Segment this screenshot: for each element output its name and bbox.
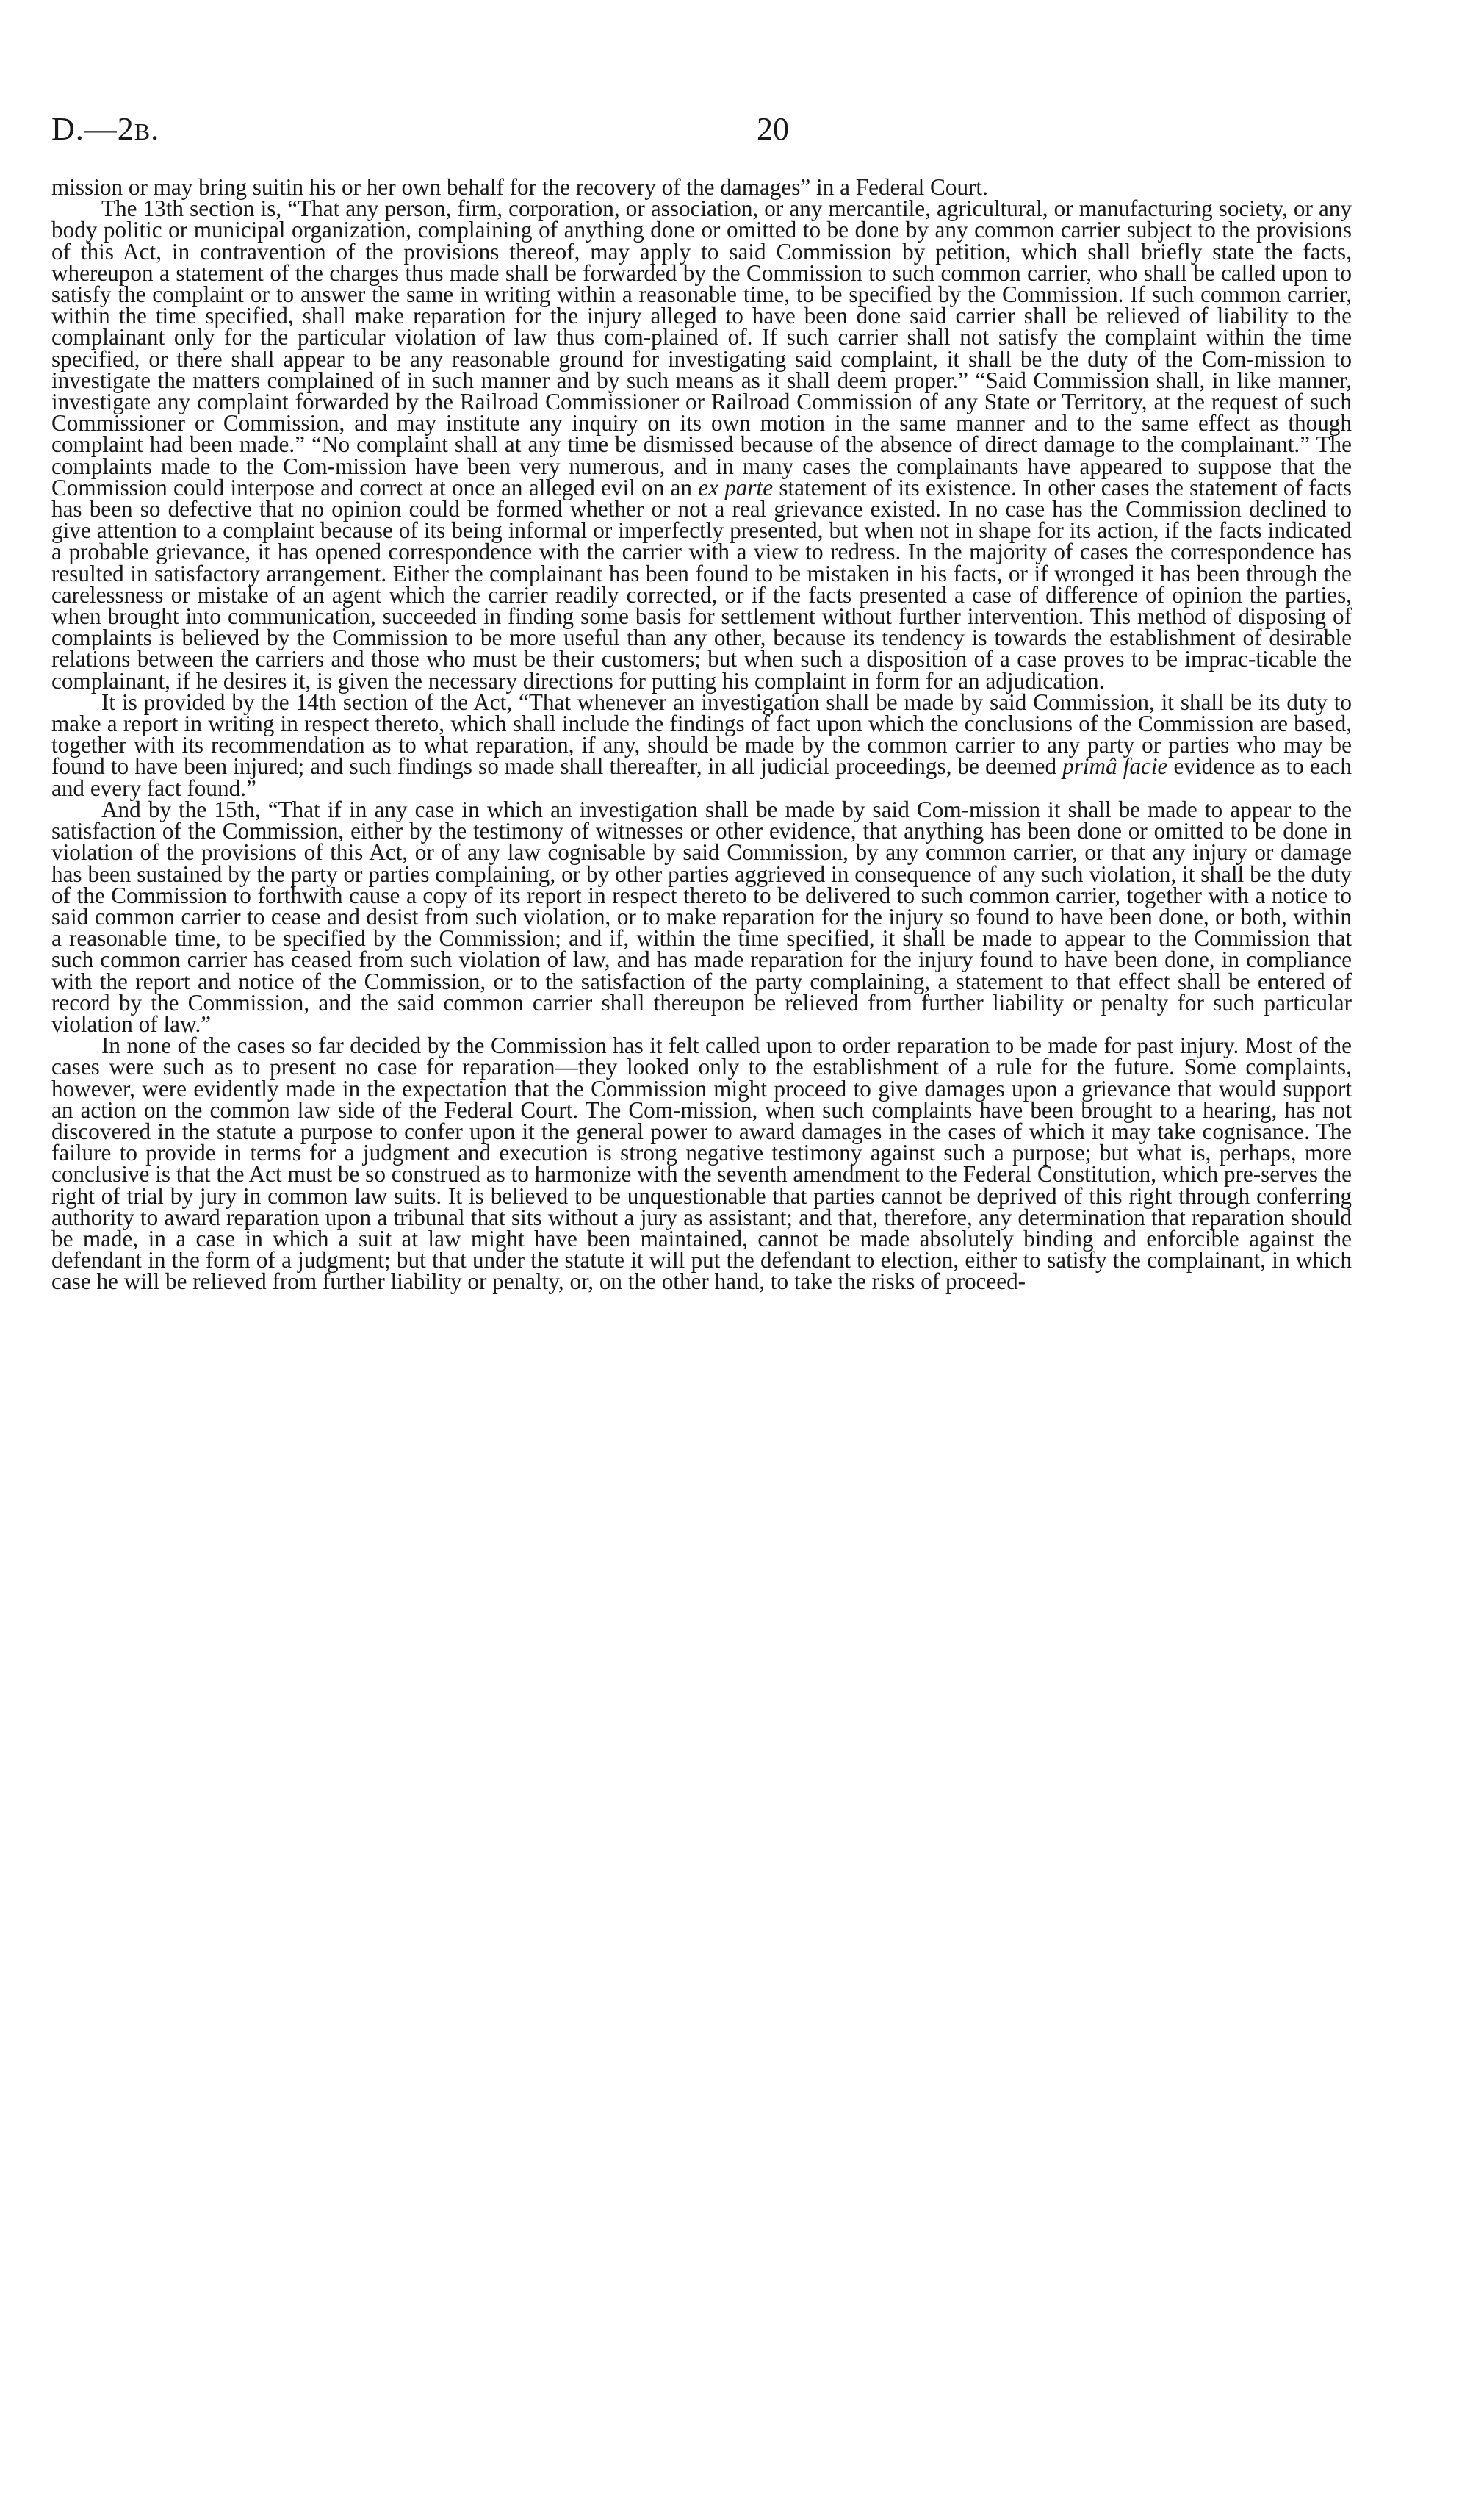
paragraph-2-tail: statement of its existence. In other cases the statement of facts has been so defective that no opinion could be formed whether or not a real grievance existed. In no case has the Commission declined to give attention to a complaint because of its being informal or imperfectly presented, but when not in shape for its action, if the facts indicated a probable grievance, it has opened correspondence with the carrier with a view to redress. In the majority of cases the correspondence has resulted in satisfactory arrangement. Either the complainant has been found to be mistaken in his facts, or if wronged it has been through the carelessness or mistake of an agent which the carrier readily corrected, or if the facts presented a case of difference of opinion the parties, when brought into communication, succeeded in finding some basis for settlement without further intervention. This method of disposing of complaints is believed by the Commission to be more useful than any other, because its tendency is towards the establishment of desirable relations between the carriers and those who must be their customers; but when such a disposition of a case proves to be imprac-ticable the complainant, if he desires it, is given the necessary directions for putting his complaint in form for an adjudication. [51,474,1352,694]
paragraph-4-text: And by the 15th, “That if in any case in which an investigation shall be made by said Com-mission it shall be made to appear to the satisfaction of the Commission, either by the testimony of witnesses or other evidence, that anything has been done or omitted to be done in violation of the provisions of this Act, or of any law cognisable by said Commission, by any common carrier, or that any injury or damage has been sustained by the party or parties complaining, or by other parties aggrieved in consequence of any such violation, it shall be the duty of the Commission to forthwith cause a copy of its report in respect thereto to be delivered to such common carrier, together with a notice to said common carrier to cease and desist from such violation, or to make reparation for the injury so found to have been done, or both, within a reasonable time, to be specified by the Commission; and if, within the time specified, it shall be made to appear to the Commission that such common carrier has ceased from such violation of law, and has made reparation for the injury found to have been done, in compliance with the report and notice of the Commission, or to the satisfaction of the party complaining, a statement to that effect shall be entered of record by the Commission, and the said common carrier shall thereupon be relieved from further liability or penalty for such particular violation of law.” [51,796,1352,1037]
document-reference-suffix: B [134,118,151,145]
paragraph-2-text: The 13th section is, “That any person, firm, corporation, or association, or any mercantile, agricultural, or manufacturing society, or any body politic or municipal organization, complaining of anything done or omitted to be done by any common carrier subject to the provisions of this Act, in contravention of the provisions thereof, may apply to said Commission by petition, which shall briefly state the facts, whereupon a statement of the charges thus made shall be forwarded by the Commission to such common carrier, who shall be called upon to satisfy the complaint or to answer the same in writing within a reasonable time, to be specified by the Commission. If such common carrier, within the time specified, shall make reparation for the injury alleged to have been done said carrier shall be relieved of liability to the complainant only for the particular violation of law thus com-plained of. If such carrier shall not satisfy the complaint within the time specified, or there shall appear to be any reasonable ground for investigating said complaint, it shall be the duty of the Com-mission to investigate the matters complained of in such manner and by such means as it shall deem proper.” “Said Commission shall, in like manner, investigate any complaint forwarded by the Railroad Commissioner or Railroad Commission of any State or Territory, at the request of such Commissioner or Commission, and may institute any inquiry on its own motion in the same manner and to the same effect as though complaint had been made.” “No complaint shall at any time be dismissed because of the absence of direct damage to the complainant.” The complaints made to the Com-mission have been very numerous, and in many cases the complainants have appeared to suppose that the Commission could interpose and correct at once an alleged evil on an [51,195,1352,500]
document-reference [51,110,159,148]
body-text [51,176,1352,1293]
document-reference-end: . [151,111,160,147]
paragraph-5-text: In none of the cases so far decided by the Commission has it felt called upon to order reparation to be made for past injury. Most of the cases were such as to present no case for reparation—they looked only to the establishment of a rule for the future. Some complaints, however, were evidently made in the expectation that the Commission might proceed to give damages upon a grievance that would support an action on the common law side of the Federal Court. The Com-mission, when such complaints have been brought to a hearing, has not discovered in the statute a purpose to confer upon it the general power to award damages in the cases of which it may take cognisance. The failure to provide in terms for a judgment and execution is strong negative testimony against such a purpose; but what is, perhaps, more conclusive is that the Act must be so construed as to harmonize with the seventh amendment to the Federal Constitution, which pre-serves the right of trial by jury in common law suits. It is believed to be unquestionable that parties cannot be deprived of this right through conferring authority to award reparation upon a tribunal that sits without a jury as assistant; and that, therefore, any determination that reparation should be made, in a case in which a suit at law might have been maintained, cannot be made absolutely binding and enforcible against the defendant in the form of a judgment; but that under the statute it will put the defendant to election, either to satisfy the complainant, in which case he will be relieved from further liability or penalty, or, on the other hand, to take the risks of proceed- [51,1033,1352,1295]
paragraph-3-italic: primâ facie [1062,753,1168,780]
page-number: 20 [757,111,789,147]
paragraph-2-italic: ex parte [698,474,774,500]
paragraph-3-tail: evidence as to each and every fact found.” [51,753,1352,801]
document-reference-main: D.—2 [51,111,134,147]
paragraph-5 [51,1033,1352,1295]
paragraph-2 [51,195,1352,694]
paragraph-3-text: It is provided by the 14th section of the Act, “That whenever an investigation shall be made by said Commission, it shall be its duty to make a report in writing in respect thereto, which shall include the findings of fact upon which the conclusions of the Commission are based, together with its recommendation as to what reparation, if any, should be made by the common carrier to any party or parties who may be found to have been injured; and such findings so made shall thereafter, in all judicial proceedings, be deemed [51,689,1352,780]
paragraph-3 [51,689,1352,801]
page-header [51,110,1352,154]
paragraph-1-text: mission or may bring suitin his or her own behalf for the recovery of the damages” in a Federal Court. [51,174,988,200]
paragraph-1 [51,176,1352,198]
paragraph-4 [51,796,1352,1037]
